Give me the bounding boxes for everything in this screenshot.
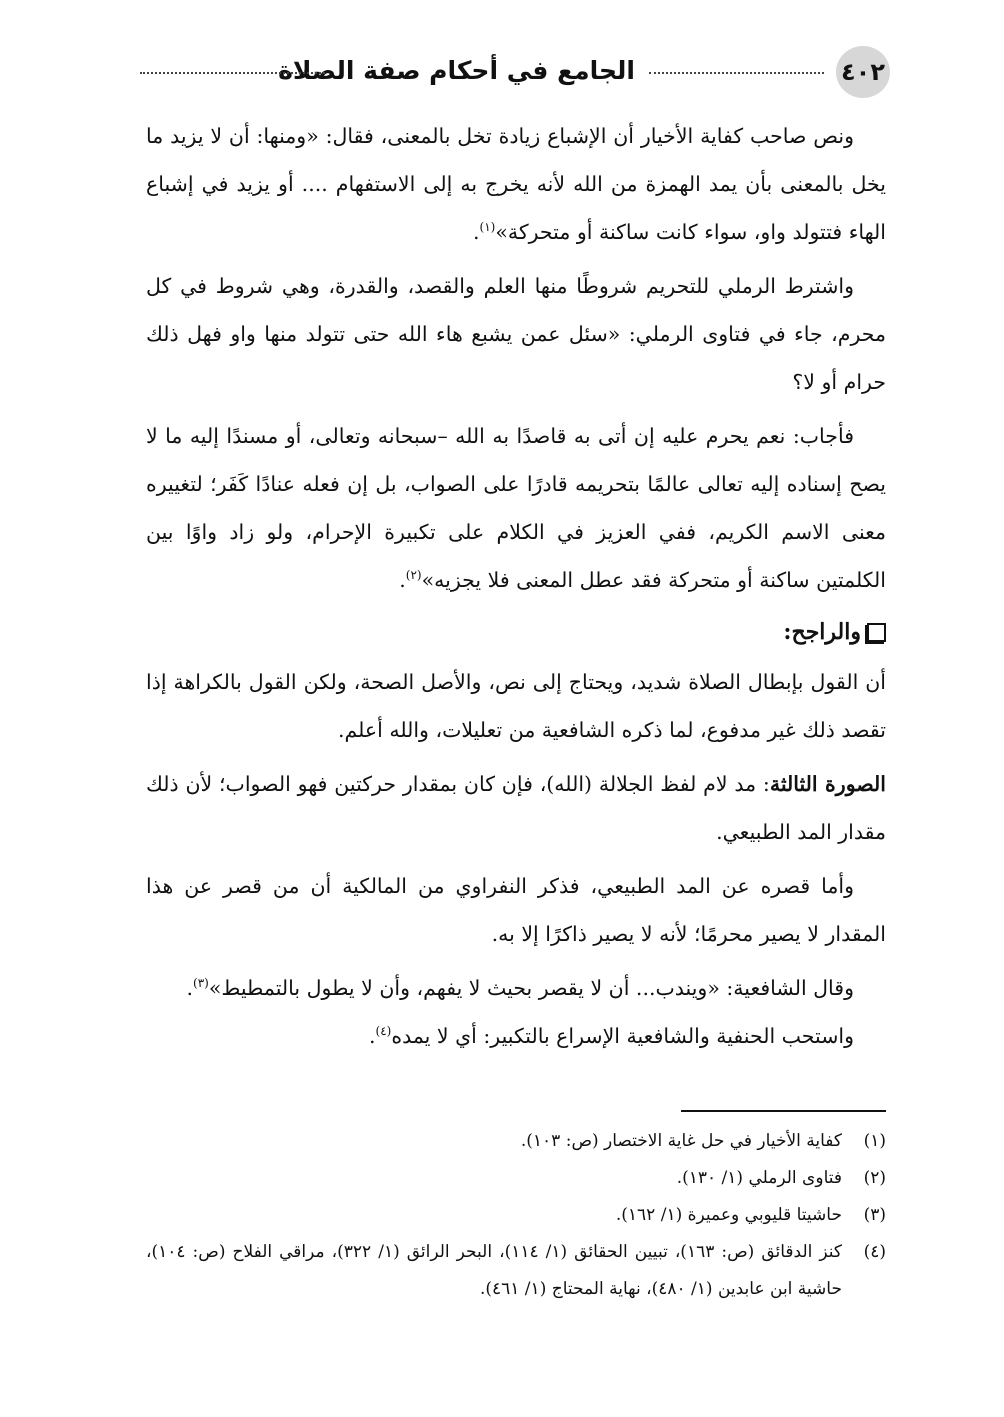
paragraph-text: أن القول بإبطال الصلاة شديد، ويحتاج إلى نص، والأصل الصحة، ولكن القول بالكراهة إذا تقصد ذلك غير مدفوع، لما ذكره الشافعية من تعليلات، والله أعلم. <box>146 670 886 742</box>
punctuation: . <box>186 976 194 1000</box>
paragraph-text: واستحب الحنفية والشافعية الإسراع بالتكبير: أي لا يمده <box>391 1024 854 1048</box>
footnote-ref[interactable]: (٤) <box>375 1024 392 1039</box>
heading-text: والراجح: <box>783 619 861 645</box>
paragraph <box>146 412 886 604</box>
footnote-item <box>146 1197 886 1234</box>
page-header <box>140 46 890 98</box>
punctuation: . <box>399 568 406 592</box>
page-number: ٤٠٢ <box>841 58 885 86</box>
punctuation: . <box>368 1024 376 1048</box>
header-dotted-rule-right <box>649 72 824 74</box>
footnote-text: حاشيتا قليوبي وعميرة (١/ ١٦٢). <box>615 1205 842 1225</box>
paragraph-text: فأجاب: نعم يحرم عليه إن أتى به قاصدًا به الله –سبحانه وتعالى، أو مسندًا إليه ما لا يصح إسناده إليه تعالى عالمًا بتحريمه قادرًا على الصواب، بل إن فعله عنادًا كَفَر؛ لتغييره معنى الاسم الكريم، ففي العزيز في الكلام على تكبيرة الإحرام، ولو زاد واوًا بين الكلمتين ساكنة أو متحركة فقد عطل المعنى فلا يجزيه» <box>146 424 886 592</box>
paragraph-text: واشترط الرملي للتحريم شروطًا منها العلم والقصد، والقدرة، وهي شروط في كل محرم، جاء في فتاوى الرملي: «سئل عمن يشبع هاء الله حتى تتولد منها واو فهل ذلك حرام أو لا؟ <box>146 274 886 394</box>
punctuation: . <box>472 220 480 244</box>
footnote-item <box>146 1234 886 1308</box>
paragraph-text: وقال الشافعية: «ويندب... أن لا يقصر بحيث لا يفهم، وأن لا يطول بالتمطيط» <box>208 976 854 1000</box>
footnote-text: كفاية الأخيار في حل غاية الاختصار (ص: ١٠٣). <box>520 1131 842 1151</box>
square-bullet-icon <box>867 623 886 642</box>
paragraph <box>146 112 886 256</box>
paragraph-text: وأما قصره عن المد الطبيعي، فذكر النفراوي من المالكية أن من قصر عن هذا المقدار لا يصير محرمًا؛ لأنه لا يصير ذاكرًا إلا به. <box>146 874 886 946</box>
footnote-number: (٣) <box>863 1205 886 1225</box>
subsection-label: الصورة الثالثة <box>769 772 887 796</box>
main-text <box>146 112 886 1060</box>
paragraph-text: : مد لام لفظ الجلالة (الله)، فإن كان بمقدار حركتين فهو الصواب؛ لأن ذلك مقدار المد الطبيعي. <box>146 772 886 844</box>
footnote-separator <box>681 1110 886 1112</box>
footnote-item <box>146 1123 886 1160</box>
footnote-ref[interactable]: (٢) <box>405 568 422 583</box>
paragraph <box>146 262 886 406</box>
footnote-ref[interactable]: (١) <box>479 220 496 235</box>
page-number-badge <box>836 46 890 98</box>
paragraph <box>146 1012 886 1060</box>
paragraph <box>146 964 886 1012</box>
header-dotted-rule-left <box>140 72 325 74</box>
footnote-text: كنز الدقائق (ص: ١٦٣)، تبيين الحقائق (١/ ١١٤)، البحر الرائق (١/ ٣٢٢)، مراقي الفلاح (ص: ١٠٤)، حاشية ابن عابدين (١/ ٤٨٠)، نهاية المحتاج (١/ ٤٦١). <box>146 1242 842 1299</box>
footnote-number: (٢) <box>863 1168 886 1188</box>
footnotes <box>146 1123 886 1308</box>
running-title: الجامع في أحكام صفة الصلاة <box>278 56 635 85</box>
footnote-number: (٤) <box>863 1242 886 1262</box>
paragraph <box>146 760 886 856</box>
paragraph-text: ونص صاحب كفاية الأخيار أن الإشباع زيادة تخل بالمعنى، فقال: «ومنها: أن لا يزيد ما يخل بالمعنى بأن يمد الهمزة من الله لأنه يخرج به إلى الاستفهام .... أو يزيد في إشباع الهاء فتتولد واو، سواء كانت ساكنة أو متحركة» <box>146 124 886 244</box>
paragraph <box>146 658 886 754</box>
footnote-text: فتاوى الرملي (١/ ١٣٠). <box>676 1168 842 1188</box>
footnote-number: (١) <box>863 1131 886 1151</box>
paragraph <box>146 862 886 958</box>
footnote-ref[interactable]: (٣) <box>193 976 209 991</box>
section-heading <box>146 610 886 654</box>
footnote-item <box>146 1160 886 1197</box>
